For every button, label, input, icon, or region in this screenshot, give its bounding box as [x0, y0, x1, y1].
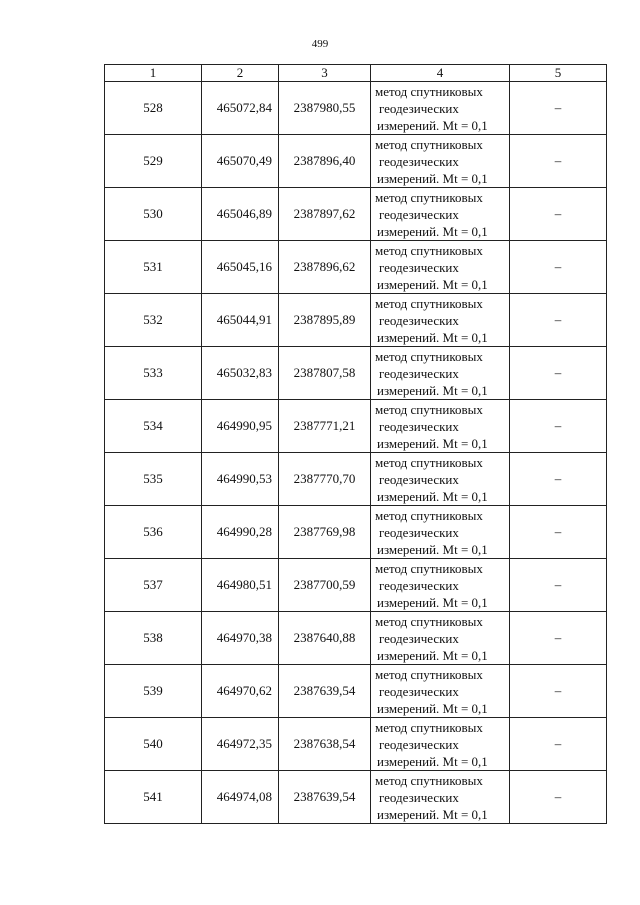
- page-number: 499: [311, 38, 329, 50]
- x-coordinate-cell: 465044,91: [202, 294, 279, 347]
- method-cell: [371, 135, 510, 188]
- method-line: геодезических: [379, 736, 459, 752]
- method-line: геодезических: [379, 312, 459, 328]
- method-cell: [371, 665, 510, 718]
- point-number-cell: 537: [105, 559, 202, 612]
- x-coordinate-cell: 465046,89: [202, 188, 279, 241]
- method-cell: [371, 82, 510, 135]
- point-number-cell: 536: [105, 506, 202, 559]
- method-line: измерений. Mt = 0,1: [377, 541, 488, 557]
- column-header: 5: [510, 65, 607, 82]
- method-line: метод спутниковых: [375, 242, 483, 258]
- method-line: метод спутниковых: [375, 772, 483, 788]
- note-cell: –: [510, 400, 607, 453]
- table-row: [105, 347, 607, 400]
- column-header: 1: [105, 65, 202, 82]
- x-coordinate-cell: 464980,51: [202, 559, 279, 612]
- note-cell: –: [510, 453, 607, 506]
- y-coordinate-cell: 2387769,98: [279, 506, 371, 559]
- coordinates-table: [104, 64, 607, 824]
- note-cell: –: [510, 559, 607, 612]
- table-row: [105, 294, 607, 347]
- y-coordinate-cell: 2387639,54: [279, 665, 371, 718]
- method-line: измерений. Mt = 0,1: [377, 170, 488, 186]
- method-line: измерений. Mt = 0,1: [377, 647, 488, 663]
- method-line: геодезических: [379, 683, 459, 699]
- column-header: 2: [202, 65, 279, 82]
- table-header-row: [105, 65, 607, 82]
- method-cell: [371, 506, 510, 559]
- column-header: 4: [371, 65, 510, 82]
- x-coordinate-cell: 465072,84: [202, 82, 279, 135]
- note-cell: –: [510, 294, 607, 347]
- method-line: измерений. Mt = 0,1: [377, 700, 488, 716]
- method-line: измерений. Mt = 0,1: [377, 276, 488, 292]
- method-line: метод спутниковых: [375, 83, 483, 99]
- y-coordinate-cell: 2387807,58: [279, 347, 371, 400]
- method-line: метод спутниковых: [375, 189, 483, 205]
- y-coordinate-cell: 2387896,40: [279, 135, 371, 188]
- table-row: [105, 771, 607, 824]
- note-cell: –: [510, 665, 607, 718]
- method-cell: [371, 347, 510, 400]
- y-coordinate-cell: 2387770,70: [279, 453, 371, 506]
- method-cell: [371, 612, 510, 665]
- point-number-cell: 535: [105, 453, 202, 506]
- method-cell: [371, 294, 510, 347]
- method-cell: [371, 241, 510, 294]
- method-line: геодезических: [379, 524, 459, 540]
- table-row: [105, 559, 607, 612]
- note-cell: –: [510, 188, 607, 241]
- method-line: геодезических: [379, 153, 459, 169]
- method-line: метод спутниковых: [375, 560, 483, 576]
- method-cell: [371, 188, 510, 241]
- y-coordinate-cell: 2387896,62: [279, 241, 371, 294]
- x-coordinate-cell: 464972,35: [202, 718, 279, 771]
- note-cell: –: [510, 135, 607, 188]
- x-coordinate-cell: 464990,95: [202, 400, 279, 453]
- method-line: измерений. Mt = 0,1: [377, 223, 488, 239]
- column-header: 3: [279, 65, 371, 82]
- method-line: метод спутниковых: [375, 295, 483, 311]
- method-line: геодезических: [379, 259, 459, 275]
- table-row: [105, 612, 607, 665]
- note-cell: –: [510, 612, 607, 665]
- table-body: [105, 65, 607, 824]
- y-coordinate-cell: 2387895,89: [279, 294, 371, 347]
- y-coordinate-cell: 2387640,88: [279, 612, 371, 665]
- table-row: [105, 241, 607, 294]
- method-cell: [371, 771, 510, 824]
- method-line: геодезических: [379, 577, 459, 593]
- point-number-cell: 529: [105, 135, 202, 188]
- y-coordinate-cell: 2387771,21: [279, 400, 371, 453]
- method-line: геодезических: [379, 789, 459, 805]
- y-coordinate-cell: 2387639,54: [279, 771, 371, 824]
- note-cell: –: [510, 771, 607, 824]
- method-line: измерений. Mt = 0,1: [377, 488, 488, 504]
- method-line: измерений. Mt = 0,1: [377, 594, 488, 610]
- table-row: [105, 188, 607, 241]
- method-line: геодезических: [379, 365, 459, 381]
- method-line: измерений. Mt = 0,1: [377, 753, 488, 769]
- method-line: метод спутниковых: [375, 613, 483, 629]
- method-line: измерений. Mt = 0,1: [377, 382, 488, 398]
- point-number-cell: 528: [105, 82, 202, 135]
- method-line: метод спутниковых: [375, 719, 483, 735]
- note-cell: –: [510, 506, 607, 559]
- table-row: [105, 718, 607, 771]
- table-row: [105, 135, 607, 188]
- method-line: метод спутниковых: [375, 666, 483, 682]
- point-number-cell: 539: [105, 665, 202, 718]
- y-coordinate-cell: 2387980,55: [279, 82, 371, 135]
- method-line: метод спутниковых: [375, 454, 483, 470]
- method-line: геодезических: [379, 206, 459, 222]
- note-cell: –: [510, 241, 607, 294]
- point-number-cell: 531: [105, 241, 202, 294]
- x-coordinate-cell: 465070,49: [202, 135, 279, 188]
- method-line: метод спутниковых: [375, 507, 483, 523]
- point-number-cell: 540: [105, 718, 202, 771]
- point-number-cell: 533: [105, 347, 202, 400]
- method-line: измерений. Mt = 0,1: [377, 435, 488, 451]
- point-number-cell: 532: [105, 294, 202, 347]
- x-coordinate-cell: 464970,62: [202, 665, 279, 718]
- x-coordinate-cell: 464974,08: [202, 771, 279, 824]
- point-number-cell: 530: [105, 188, 202, 241]
- point-number-cell: 534: [105, 400, 202, 453]
- table-row: [105, 82, 607, 135]
- method-line: геодезических: [379, 471, 459, 487]
- note-cell: –: [510, 718, 607, 771]
- y-coordinate-cell: 2387700,59: [279, 559, 371, 612]
- x-coordinate-cell: 464990,28: [202, 506, 279, 559]
- method-cell: [371, 559, 510, 612]
- y-coordinate-cell: 2387638,54: [279, 718, 371, 771]
- table-row: [105, 453, 607, 506]
- method-line: геодезических: [379, 418, 459, 434]
- method-line: измерений. Mt = 0,1: [377, 806, 488, 822]
- note-cell: –: [510, 347, 607, 400]
- table-row: [105, 400, 607, 453]
- x-coordinate-cell: 464970,38: [202, 612, 279, 665]
- note-cell: –: [510, 82, 607, 135]
- method-line: геодезических: [379, 630, 459, 646]
- x-coordinate-cell: 465032,83: [202, 347, 279, 400]
- y-coordinate-cell: 2387897,62: [279, 188, 371, 241]
- method-cell: [371, 453, 510, 506]
- method-line: измерений. Mt = 0,1: [377, 117, 488, 133]
- point-number-cell: 541: [105, 771, 202, 824]
- x-coordinate-cell: 464990,53: [202, 453, 279, 506]
- method-cell: [371, 400, 510, 453]
- method-line: измерений. Mt = 0,1: [377, 329, 488, 345]
- x-coordinate-cell: 465045,16: [202, 241, 279, 294]
- method-line: метод спутниковых: [375, 348, 483, 364]
- method-line: геодезических: [379, 100, 459, 116]
- point-number-cell: 538: [105, 612, 202, 665]
- table-row: [105, 506, 607, 559]
- table-row: [105, 665, 607, 718]
- method-line: метод спутниковых: [375, 401, 483, 417]
- method-cell: [371, 718, 510, 771]
- method-line: метод спутниковых: [375, 136, 483, 152]
